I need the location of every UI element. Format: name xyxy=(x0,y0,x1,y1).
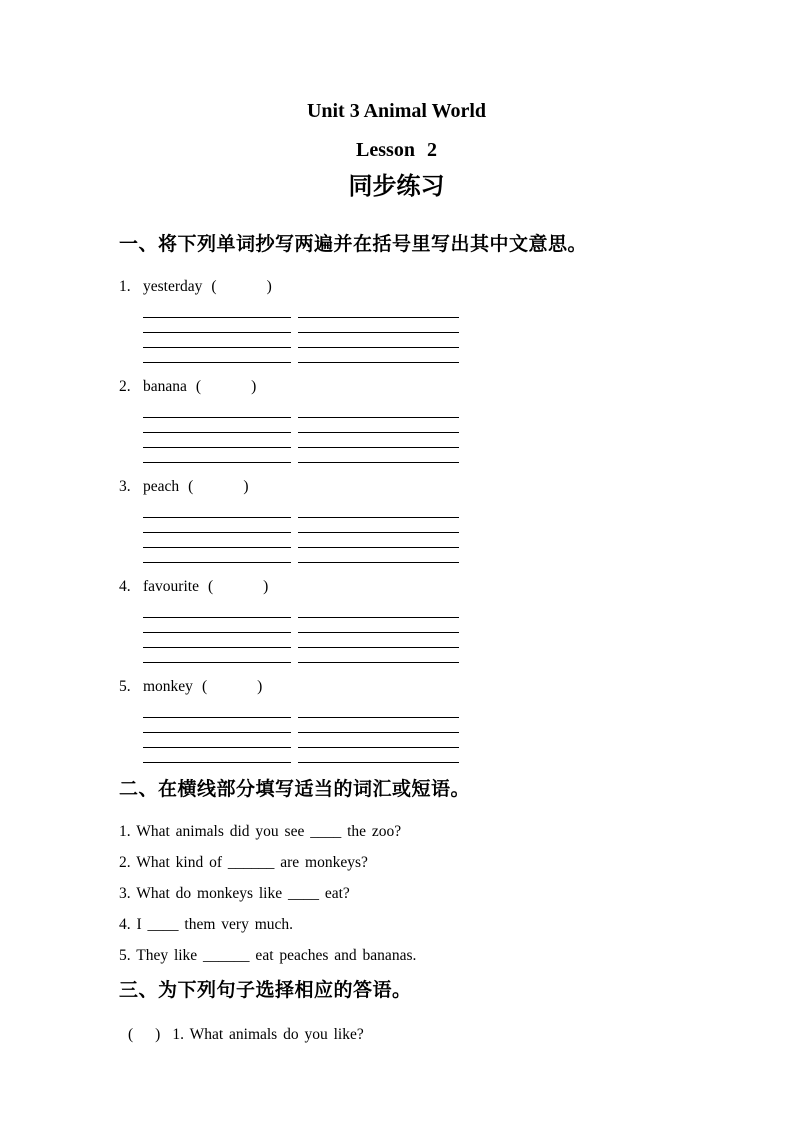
word-item-number: 5. xyxy=(119,678,131,695)
copy-line-column xyxy=(143,603,291,663)
copy-line-column xyxy=(298,403,459,463)
unit-title: Unit 3 Animal World xyxy=(306,100,487,122)
copy-line xyxy=(143,548,291,563)
copy-line xyxy=(298,518,459,533)
fill-blank-item: 2. What kind of ______ are monkeys? xyxy=(119,854,368,871)
word-item xyxy=(119,277,674,363)
fill-blank-item: 4. I ____ them very much. xyxy=(119,916,294,933)
copy-lines xyxy=(143,303,674,363)
copy-line xyxy=(143,433,291,448)
meaning-brackets xyxy=(196,378,256,395)
word-item-word: favourite xyxy=(143,578,199,595)
copy-line xyxy=(298,548,459,563)
copy-line xyxy=(143,648,291,663)
copy-line xyxy=(143,333,291,348)
section-copy-words xyxy=(119,232,674,777)
answer-bracket-open: ( xyxy=(128,1026,134,1043)
word-row xyxy=(119,277,674,297)
fill-blank-list xyxy=(119,823,674,978)
bracket-close: ) xyxy=(257,678,263,695)
copy-line xyxy=(143,303,291,318)
copy-line xyxy=(298,733,459,748)
copy-line xyxy=(298,318,459,333)
word-copy-list xyxy=(119,277,674,777)
copy-line xyxy=(298,403,459,418)
copy-line xyxy=(298,533,459,548)
copy-line xyxy=(143,718,291,733)
copy-line xyxy=(298,503,459,518)
word-item xyxy=(119,477,674,563)
copy-line xyxy=(143,448,291,463)
section-fill-blanks xyxy=(119,777,674,978)
match-answer-item xyxy=(128,1026,674,1043)
copy-line-column xyxy=(298,303,459,363)
word-item-word: monkey xyxy=(143,678,193,695)
bracket-close: ) xyxy=(251,378,257,395)
worksheet-header xyxy=(119,99,674,202)
word-item-number: 1. xyxy=(119,278,131,295)
word-item-number: 3. xyxy=(119,478,131,495)
match-answer-list xyxy=(119,1004,674,1043)
copy-lines xyxy=(143,403,674,463)
copy-line xyxy=(298,703,459,718)
word-item xyxy=(119,377,674,463)
copy-line xyxy=(143,533,291,548)
word-row xyxy=(119,577,674,597)
word-row xyxy=(119,477,674,497)
bracket-open: ( xyxy=(211,278,217,295)
copy-line xyxy=(298,303,459,318)
bracket-open: ( xyxy=(201,678,208,695)
copy-line-column xyxy=(143,703,291,763)
copy-line xyxy=(143,403,291,418)
answer-question-text: 1. What animals do you like? xyxy=(172,1026,364,1043)
section-one-heading: 一、将下列单词抄写两遍并在括号里写出其中文意思。 xyxy=(119,234,588,255)
word-item-number: 4. xyxy=(119,578,131,595)
copy-line xyxy=(143,503,291,518)
worksheet-subtitle: 同步练习 xyxy=(348,173,445,200)
fill-blank-item: 1. What animals did you see ____ the zoo? xyxy=(119,823,402,840)
meaning-brackets xyxy=(211,278,271,295)
answer-bracket-close: ) xyxy=(155,1026,161,1043)
lesson-title: Lesson 2 xyxy=(356,139,437,161)
copy-line xyxy=(143,418,291,433)
word-item-number: 2. xyxy=(119,378,131,395)
fill-blank-item: 3. What do monkeys like ____ eat? xyxy=(119,885,350,902)
copy-lines xyxy=(143,603,674,663)
copy-line xyxy=(143,618,291,633)
copy-line xyxy=(143,603,291,618)
copy-line xyxy=(143,518,291,533)
copy-line xyxy=(298,618,459,633)
copy-line-column xyxy=(143,503,291,563)
bracket-open: ( xyxy=(188,478,194,495)
word-item-word: peach xyxy=(143,478,180,495)
copy-line-column xyxy=(298,503,459,563)
copy-line xyxy=(298,448,459,463)
section-two-heading: 二、在横线部分填写适当的词汇或短语。 xyxy=(119,779,471,800)
section-choose-answers xyxy=(119,978,674,1043)
section-three-heading: 三、为下列句子选择相应的答语。 xyxy=(119,980,412,1001)
bracket-close: ) xyxy=(263,578,269,595)
copy-line xyxy=(143,348,291,363)
fill-blank-item: 5. They like ______ eat peaches and bananas. xyxy=(119,947,417,964)
copy-line xyxy=(143,633,291,648)
bracket-close: ) xyxy=(266,278,272,295)
copy-line-column xyxy=(298,603,459,663)
copy-line xyxy=(298,718,459,733)
copy-line xyxy=(143,318,291,333)
copy-line xyxy=(298,748,459,763)
copy-line xyxy=(298,333,459,348)
copy-lines xyxy=(143,503,674,563)
copy-lines xyxy=(143,703,674,763)
meaning-brackets xyxy=(202,678,262,695)
word-item xyxy=(119,677,674,763)
copy-line-column xyxy=(143,403,291,463)
word-item-word: banana xyxy=(143,378,187,395)
meaning-brackets xyxy=(188,478,248,495)
meaning-brackets xyxy=(208,578,268,595)
copy-line xyxy=(143,733,291,748)
copy-line xyxy=(298,348,459,363)
copy-line xyxy=(298,633,459,648)
copy-line xyxy=(298,418,459,433)
copy-line xyxy=(298,603,459,618)
copy-line xyxy=(143,748,291,763)
copy-line-column xyxy=(298,703,459,763)
word-row xyxy=(119,377,674,397)
copy-line-column xyxy=(143,303,291,363)
word-item xyxy=(119,577,674,663)
word-row xyxy=(119,677,674,697)
bracket-open: ( xyxy=(207,578,214,595)
copy-line xyxy=(143,703,291,718)
word-item-word: yesterday xyxy=(143,278,203,295)
copy-line xyxy=(298,433,459,448)
copy-line xyxy=(298,648,459,663)
bracket-open: ( xyxy=(195,378,202,395)
bracket-close: ) xyxy=(243,478,249,495)
